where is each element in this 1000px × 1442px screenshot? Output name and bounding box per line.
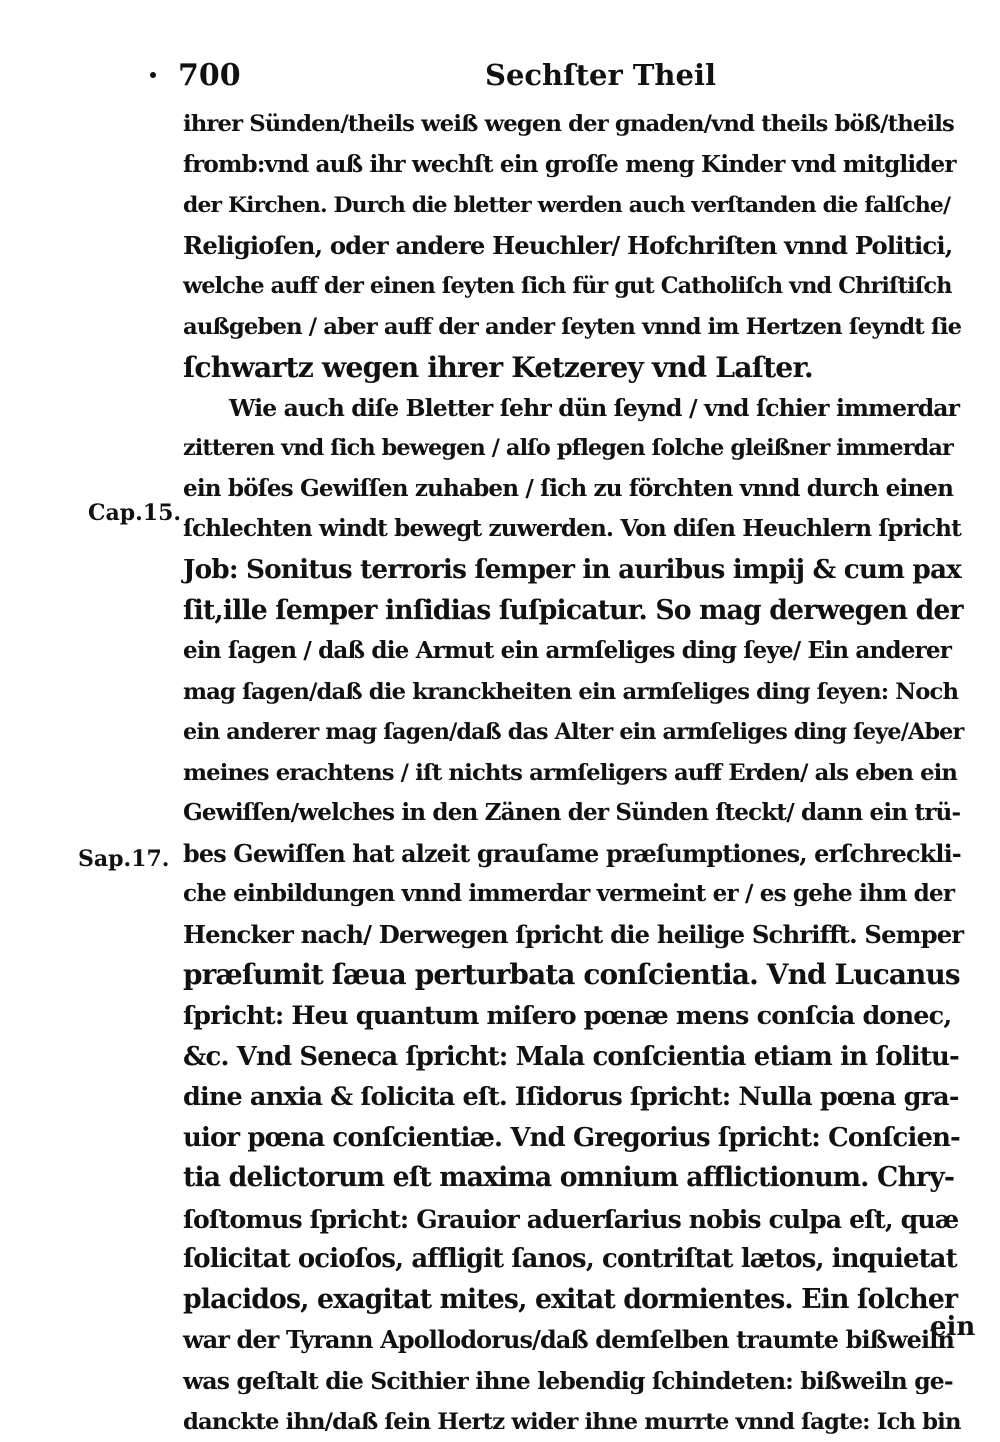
- text-line: außgeben / aber auff der ander ſeyten vnnd im Hertzen ſeyndt ſie: [183, 307, 963, 348]
- text-line: ſoſtomus ſpricht: Grauior aduerſarius nobis culpa eſt, quæ: [183, 1199, 963, 1240]
- text-line: ſolicitat ocioſos, affligit ſanos, contriſtat lætos, inquietat: [183, 1239, 963, 1280]
- text-line: Job: Sonitus terroris ſemper in auribus impij & cum pax: [183, 550, 963, 591]
- text-line: war der Tyrann Apollodorus/daß demſelben traumte bißweiln: [183, 1320, 963, 1361]
- text-line: præſumit ſæua perturbata conſcientia. Vnd Lucanus: [183, 955, 963, 996]
- text-line: Religioſen, oder andere Heuchler/ Hofchriſten vnnd Politici,: [183, 226, 963, 267]
- text-line: dine anxia & ſolicita eſt. Iſidorus ſpricht: Nulla pœna gra-: [183, 1077, 963, 1118]
- text-line: Gewiſſen/welches in den Zänen der Sünden ſteckt/ dann ein trü-: [183, 793, 963, 834]
- text-line: ſchlechten windt bewegt zuwerden. Von diſen Heuchlern ſpricht: [183, 509, 963, 550]
- text-line: ein böſes Gewiſſen zuhaben / ſich zu förchten vnnd durch einen: [183, 469, 963, 510]
- text-line: ihrer Sünden/theils weiß wegen der gnaden/vnd theils böß/theils: [183, 104, 963, 145]
- text-line: was geſtalt die Scithier ihne lebendig ſchindeten: bißweiln ge-: [183, 1361, 963, 1402]
- text-line: &c. Vnd Seneca ſpricht: Mala conſcientia etiam in ſolitu-: [183, 1037, 963, 1078]
- text-line: ſpricht: Heu quantum miſero pœnæ mens conſcia donec,: [183, 996, 963, 1037]
- running-head: Sechſter Theil: [485, 58, 716, 92]
- text-line: fromb:vnd auß ihr wechſt ein groſſe meng Kinder vnd mitglider: [183, 145, 963, 186]
- text-line: der Kirchen. Durch die bletter werden auch verſtanden die falſche/: [183, 185, 963, 226]
- text-line: tia delictorum eſt maxima omnium afflictionum. Chry-: [183, 1158, 963, 1199]
- catchword: ein: [930, 1312, 975, 1342]
- text-line: ſchwartz wegen ihrer Ketzerey vnd Laſter.: [183, 347, 963, 388]
- text-line: ein anderer mag ſagen/daß das Alter ein armſeliges ding ſeye/Aber: [183, 712, 963, 753]
- text-line: bes Gewiſſen hat alzeit grauſame præſumptiones, erſchreckli-: [183, 834, 963, 875]
- text-line: danckte ihn/daß ſein Hertz wider ihne murrte vnnd ſagte: Ich bin: [183, 1402, 963, 1442]
- text-line: che einbildungen vnnd immerdar vermeint er / es gehe ihm der: [183, 874, 963, 915]
- text-line: Wie auch diſe Bletter ſehr dün ſeynd / vnd ſchier immerdar: [183, 388, 963, 429]
- ink-dot: [150, 72, 156, 78]
- text-line: placidos, exagitat mites, exitat dormientes. Ein ſolcher: [183, 1280, 963, 1321]
- text-line: uior pœna conſcientiæ. Vnd Gregorius ſpricht: Conſcien-: [183, 1118, 963, 1159]
- text-line: Hencker nach/ Derwegen ſpricht die heilige Schrifft. Semper: [183, 915, 963, 956]
- page-number: 700: [178, 58, 241, 93]
- text-line: ein ſagen / daß die Armut ein armſeliges ding ſeye/ Ein anderer: [183, 631, 963, 672]
- text-line: meines erachtens / iſt nichts armſeligers auff Erden/ als eben ein: [183, 753, 963, 794]
- margin-note-cap: Cap.15.: [88, 500, 181, 526]
- page-header: [150, 58, 970, 98]
- text-line: mag ſagen/daß die kranckheiten ein armſeliges ding ſeyen: Noch: [183, 672, 963, 713]
- text-line: zitteren vnd ſich bewegen / alſo pflegen ſolche gleißner immerdar: [183, 428, 963, 469]
- margin-note-sap: Sap.17.: [78, 846, 169, 872]
- body-text: [183, 104, 963, 1442]
- text-line: welche auff der einen ſeyten ſich für gut Catholiſch vnd Chriſtiſch: [183, 266, 963, 307]
- text-line: ſit,ille ſemper inſidias ſuſpicatur. So mag derwegen der: [183, 591, 963, 632]
